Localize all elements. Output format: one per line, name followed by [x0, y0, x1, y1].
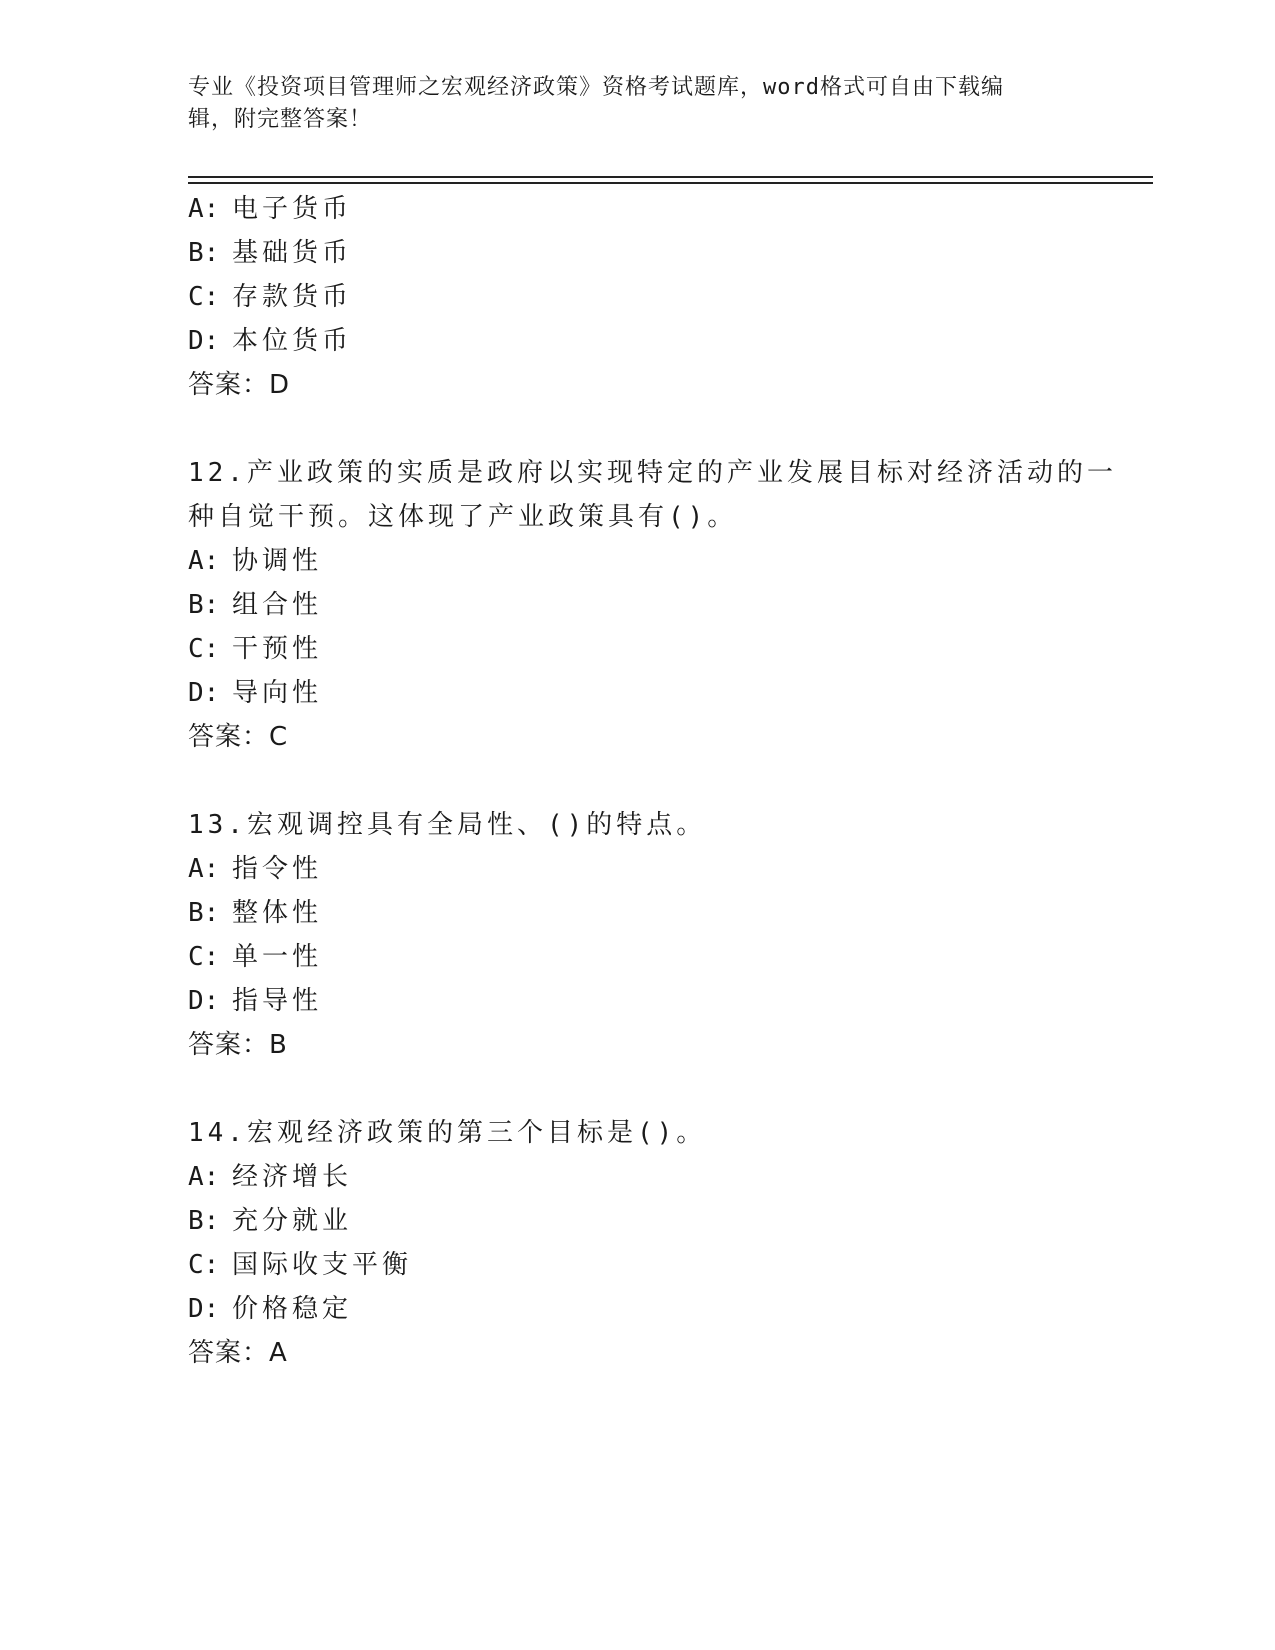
q12-option-a — [188, 544, 322, 578]
option-text: 经济增长 — [232, 1162, 353, 1192]
document-header — [188, 72, 1078, 136]
header-divider-bottom — [188, 182, 1153, 184]
q13-option-b — [188, 896, 322, 930]
q13-answer: 答案：B — [188, 1030, 288, 1060]
option-letter: A: — [188, 854, 220, 884]
q12-question-line-2: 种自觉干预。这体现了产业政策具有()。 — [188, 502, 738, 532]
q13-option-a — [188, 852, 322, 886]
option-letter: B: — [188, 590, 220, 620]
option-letter: C: — [188, 942, 220, 972]
option-letter: D: — [188, 678, 220, 708]
option-text: 组合性 — [232, 590, 323, 620]
option-text: 单一性 — [232, 942, 323, 972]
q12-answer: 答案：C — [188, 722, 289, 752]
q11-option-c — [188, 280, 352, 314]
option-text: 整体性 — [232, 898, 323, 928]
option-letter: B: — [188, 1206, 220, 1236]
q13-question: 13.宏观调控具有全局性、()的特点。 — [188, 810, 707, 840]
option-text: 导向性 — [232, 678, 323, 708]
q14-option-c — [188, 1248, 412, 1282]
option-text: 干预性 — [232, 634, 323, 664]
header-line-1: 专业《投资项目管理师之宏观经济政策》资格考试题库，word格式可自由下载编 — [188, 75, 1004, 100]
option-text: 存款货币 — [232, 282, 353, 312]
option-text: 协调性 — [232, 546, 323, 576]
q11-option-b — [188, 236, 352, 270]
option-text: 指令性 — [232, 854, 323, 884]
q11-option-a — [188, 192, 352, 226]
q14-option-d — [188, 1292, 352, 1326]
option-text: 本位货币 — [232, 326, 353, 356]
q14-option-a — [188, 1160, 352, 1194]
q12-option-b — [188, 588, 322, 622]
option-letter: A: — [188, 194, 220, 224]
header-line-2: 辑，附完整答案！ — [188, 107, 373, 132]
option-text: 国际收支平衡 — [232, 1250, 413, 1280]
option-letter: D: — [188, 326, 220, 356]
q14-question: 14.宏观经济政策的第三个目标是()。 — [188, 1118, 707, 1148]
option-text: 充分就业 — [232, 1206, 353, 1236]
header-divider-top — [188, 176, 1153, 178]
option-letter: A: — [188, 546, 220, 576]
option-letter: B: — [188, 898, 220, 928]
option-letter: A: — [188, 1162, 220, 1192]
q11-answer: 答案：D — [188, 370, 291, 400]
option-letter: C: — [188, 634, 220, 664]
option-letter: D: — [188, 1294, 220, 1324]
q12-question-line-1: 12.产业政策的实质是政府以实现特定的产业发展目标对经济活动的一 — [188, 458, 1117, 488]
q14-option-b — [188, 1204, 352, 1238]
option-letter: D: — [188, 986, 220, 1016]
option-text: 电子货币 — [232, 194, 353, 224]
q11-option-d — [188, 324, 352, 358]
q12-option-d — [188, 676, 322, 710]
option-letter: B: — [188, 238, 220, 268]
q14-answer: 答案：A — [188, 1338, 288, 1368]
q13-option-d — [188, 984, 322, 1018]
option-text: 价格稳定 — [232, 1294, 353, 1324]
option-text: 指导性 — [232, 986, 323, 1016]
option-letter: C: — [188, 282, 220, 312]
option-letter: C: — [188, 1250, 220, 1280]
q12-option-c — [188, 632, 322, 666]
q13-option-c — [188, 940, 322, 974]
option-text: 基础货币 — [232, 238, 353, 268]
